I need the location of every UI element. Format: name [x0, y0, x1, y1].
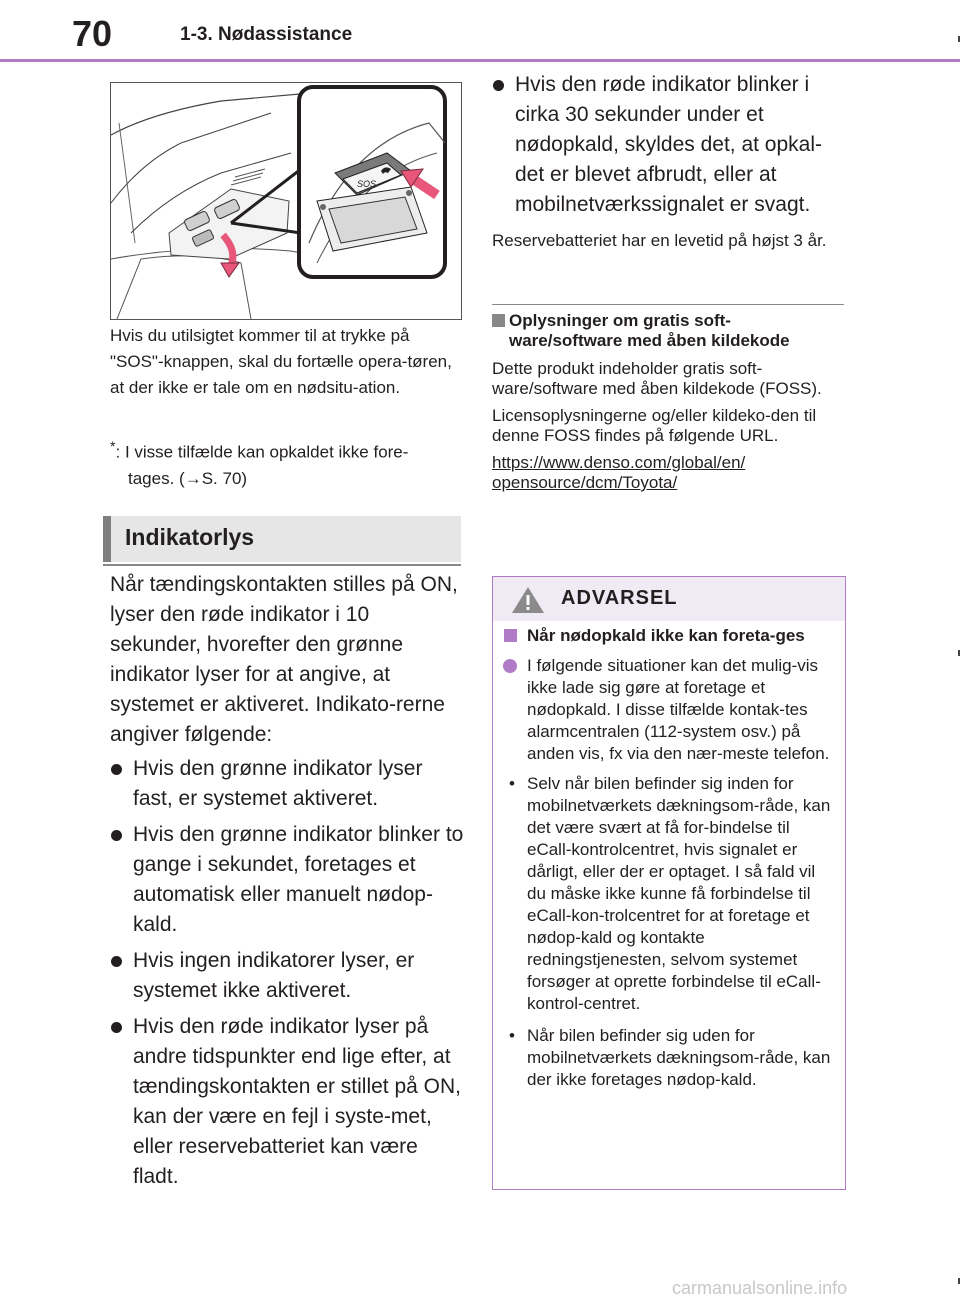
sos-button-label: SOS: [357, 179, 377, 189]
warning-item-text: Når bilen befinder sig uden for mobilnetværkets dækningsom-råde, kan der ikke foretages nødop-kald.: [527, 1026, 831, 1089]
square-bullet-icon: [492, 314, 505, 327]
warning-header: [493, 577, 845, 621]
battery-note: Reservebatteriet har en levetid på højst 3 år.: [492, 231, 827, 250]
indicator-section: [110, 570, 466, 1198]
bullet-icon: •: [509, 1026, 515, 1045]
list-item: Hvis den røde indikator lyser på andre tidspunkter end lige efter, at tændingskontakten er stillet på ON, kan der være en fejl i syste-met, eller reservebatteriet kan være fladt.: [110, 1012, 466, 1192]
intro-paragraph: Når tændingskontakten stilles på ON, lyser den røde indikator i 10 sekunder, hvorefter den grønne indikator lyser for at angive, at systemet er aktiveret. Indikato-rerne angiver følgende:: [110, 573, 458, 746]
warning-subheading: [503, 625, 835, 647]
warning-triangle-icon: [511, 586, 545, 614]
warning-dot-item: [503, 655, 835, 765]
dot-bullet-icon: [503, 659, 517, 673]
foss-section: [492, 311, 844, 500]
foss-url-link[interactable]: [492, 453, 844, 493]
indicator-list-right-container: [492, 70, 844, 226]
arrow-icon: →: [184, 468, 202, 488]
list-item: Hvis den grønne indikator lyser fast, er systemet aktiveret.: [110, 754, 466, 814]
list-item: Hvis den røde indikator blinker i cirka 30 sekunder under et nødopkald, skyldes det, at opkal-det er blevet afbrudt, eller at mobilnetværkssignalet er svagt.: [492, 70, 844, 220]
sos-button-illustration: [110, 82, 462, 320]
warning-item-text: Selv når bilen befinder sig inden for mobilnetværkets dækningsom-råde, kan det være svært at få for-bindelse til eCall-kontrolcentret, hvis signalet er dårligt, eller der er optaget. I så fald vil du måske ikke kunne få forbindelse til eCall-kon-trolcentret for at foretage et nødop-kald og kontakte redningstjenesten, selvom systemet forsøger at oprette forbindelse til eCall-kontrol-centret.: [527, 774, 831, 1013]
footnote-line1: : I visse tilfælde kan opkaldet ikke fore-: [115, 442, 409, 462]
warning-list-item: [503, 1025, 835, 1091]
overhead-console-drawing: [111, 83, 461, 319]
square-bullet-icon: [504, 629, 517, 642]
footnote-line2: tages. (: [128, 468, 185, 488]
section-title: 1-3. Nødassistance: [180, 24, 353, 45]
indicator-list-right: [492, 70, 844, 220]
foss-paragraph: Licensoplysningerne og/eller kildeko-den til denne FOSS findes på følgende URL.: [492, 406, 817, 445]
divider: [492, 304, 844, 305]
warning-title: ADVARSEL: [561, 587, 678, 609]
list-item: Hvis den grønne indikator blinker to gange i sekundet, foretages et automatisk eller manuelt nødop-kald.: [110, 820, 466, 940]
url-line2[interactable]: opensource/dcm/Toyota/: [492, 473, 678, 492]
footnote: [110, 434, 462, 492]
section-heading: [103, 516, 461, 562]
foss-heading-line1: Oplysninger om gratis soft-: [509, 311, 731, 330]
foss-paragraph: Dette produkt indeholder gratis soft-ware/software med åben kildekode (FOSS).: [492, 359, 822, 398]
heading-rule: [103, 564, 461, 566]
figure-caption: Hvis du utilsigtet kommer til at trykke på "SOS"-knappen, skal du fortælle opera-tøren, at der ikke er tale om en nødsitu-ation.: [110, 326, 452, 397]
page-number: 70: [72, 13, 113, 54]
warning-box: [492, 576, 846, 1190]
page-reference-link[interactable]: S. 70): [201, 468, 248, 488]
indicator-list-left: [110, 754, 466, 1192]
watermark: carmanualsonline.info: [672, 1278, 848, 1298]
warning-subheading-text: Når nødopkald ikke kan foreta-ges: [527, 626, 805, 645]
foss-heading-line2: ware/software med åben kildekode: [509, 331, 790, 350]
heading-accent: [103, 516, 111, 562]
list-item: Hvis ingen indikatorer lyser, er systemet ikke aktiveret.: [110, 946, 466, 1006]
heading-text: Indikatorlys: [125, 524, 255, 550]
foss-heading: [492, 311, 844, 351]
warning-dot-text: I følgende situationer kan det mulig-vis ikke lade sig gøre at foretage et nødopkald. I disse tilfælde kontak-tes alarmcentralen (112-system osv.) på anden vis, fx via den nær-meste telefon.: [527, 656, 830, 763]
footnote-marker: *: [110, 439, 116, 455]
warning-list-item: [503, 773, 835, 1015]
header-rule: [0, 59, 960, 62]
warning-body: [503, 625, 835, 1101]
url-line1[interactable]: https://www.denso.com/global/en/: [492, 453, 746, 472]
bullet-icon: •: [509, 774, 515, 793]
